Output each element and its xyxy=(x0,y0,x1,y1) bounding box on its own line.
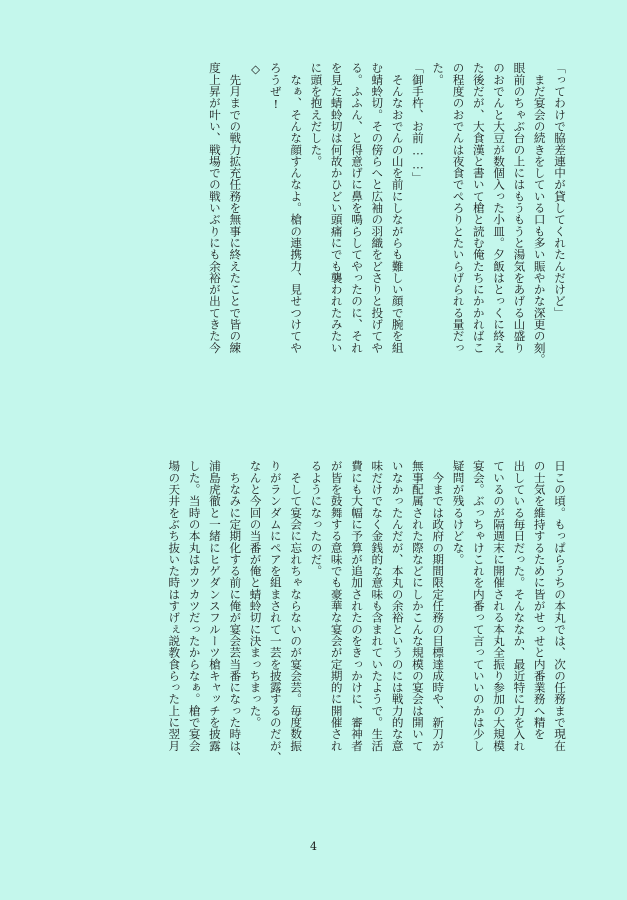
text-line: む蜻蛉切。その傍らへと広袖の羽織をどさりと投げてや xyxy=(370,62,385,354)
text-column-bottom xyxy=(100,460,570,796)
text-line: 先月までの戦力拡充任務を無事に終えたことで皆の練 xyxy=(228,62,243,354)
text-line: ろうぜ! xyxy=(268,62,283,111)
text-line: そんなおでんの山を前にしながらも難しい顔で腕を組 xyxy=(390,62,405,354)
text-line: 場の天井をぶち抜いた時はすげぇ説教食らった上に翌月 xyxy=(167,460,182,752)
text-line: が皆を鼓舞する意味でも豪華な宴会が定期的に開催され xyxy=(329,460,344,752)
text-line: そして宴会に忘れちゃならないのが宴会芸。毎度数振 xyxy=(289,460,304,752)
text-line: の程度のおでんは夜食でぺろりとたいらげられる量だっ xyxy=(451,62,466,354)
text-line: 「ってわけで脇差連中が貸してくれたんだけど」 xyxy=(553,62,567,319)
text-line: した。当時の本丸はカツカツだったからなぁ。槍で宴会 xyxy=(187,460,202,752)
text-line: を見た蜻蛉切は何故かひどい頭痛にでも襲われたみたい xyxy=(329,62,344,354)
text-line: る。ふふん、と得意げに鼻を鳴らしてやったのに、それ xyxy=(350,62,365,354)
text-line: ◇ xyxy=(248,62,263,77)
text-line: 眼前のちゃぶ台の上にはもうもうと湯気をあげる山盛り xyxy=(512,62,527,354)
page-number: 4 xyxy=(310,840,317,853)
text-line: りがランダムにペアを組まされて一芸を披露するのだが、 xyxy=(268,460,283,763)
text-line: なぁ、そんな顔すんなよ。槍の連携力、見せつけてや xyxy=(289,62,304,354)
text-line: ちなみに定期化する前に俺が宴会芸当番になった時は、 xyxy=(228,460,243,763)
text-line: るようになったのだ。 xyxy=(309,460,324,577)
text-line: 疑問が残るけどな。 xyxy=(451,460,466,565)
text-line: 宴会。ぶっちゃけこれを内番って言っていいのかは少し xyxy=(471,460,486,752)
text-line: 味だけでなく金銭的な意味も含まれていたようで。生活 xyxy=(370,460,385,752)
text-line: 費にも大幅に予算が追加されたのをきっかけに、審神者 xyxy=(350,460,365,752)
text-line: 日この頃。もっぱらうちの本丸では、次の任務まで現在 xyxy=(553,460,567,752)
text-line: 今までは政府の期間限定任務の目標達成時や、新刀が xyxy=(431,460,446,752)
text-line: ているのが隔週末に開催される本丸全振り参加の大規模 xyxy=(492,460,507,752)
text-line: た。 xyxy=(431,62,446,86)
text-line: のおでんと大豆が数個入った小皿。夕飯はとっくに終え xyxy=(492,62,507,354)
text-line: た後だが、大食漢と書いて槍と読む俺たちにかかればこ xyxy=(471,62,486,354)
text-line: に頭を抱えだした。 xyxy=(309,62,324,167)
text-column-top xyxy=(100,62,570,452)
text-line: 「御手杵、お前……」 xyxy=(410,62,425,184)
text-line: 浦島虎徹と一緒にヒゲダンスフルーツ槍キャッチを披露 xyxy=(207,460,222,752)
text-line: 出している毎日だった。そんななか、最近特に力を入れ xyxy=(512,460,527,752)
text-line: なんと今回の当番が俺と蜻蛉切に決まっちまった。 xyxy=(248,460,263,728)
text-line: 度上昇が叶い、戦場での戦いぶりにも余裕が出てきた今 xyxy=(207,62,222,354)
text-line: の士気を維持するために皆がせっせと内番業務へ精を xyxy=(532,460,547,740)
text-line: 無事配属された際などにしかこんな規模の宴会は開いて xyxy=(410,460,425,752)
text-line: まだ宴会の続きをしている口も多い賑やかな深更の刻。 xyxy=(532,62,547,365)
text-line: いなかったんだが、本丸の余裕というのには戦力的な意 xyxy=(390,460,405,752)
